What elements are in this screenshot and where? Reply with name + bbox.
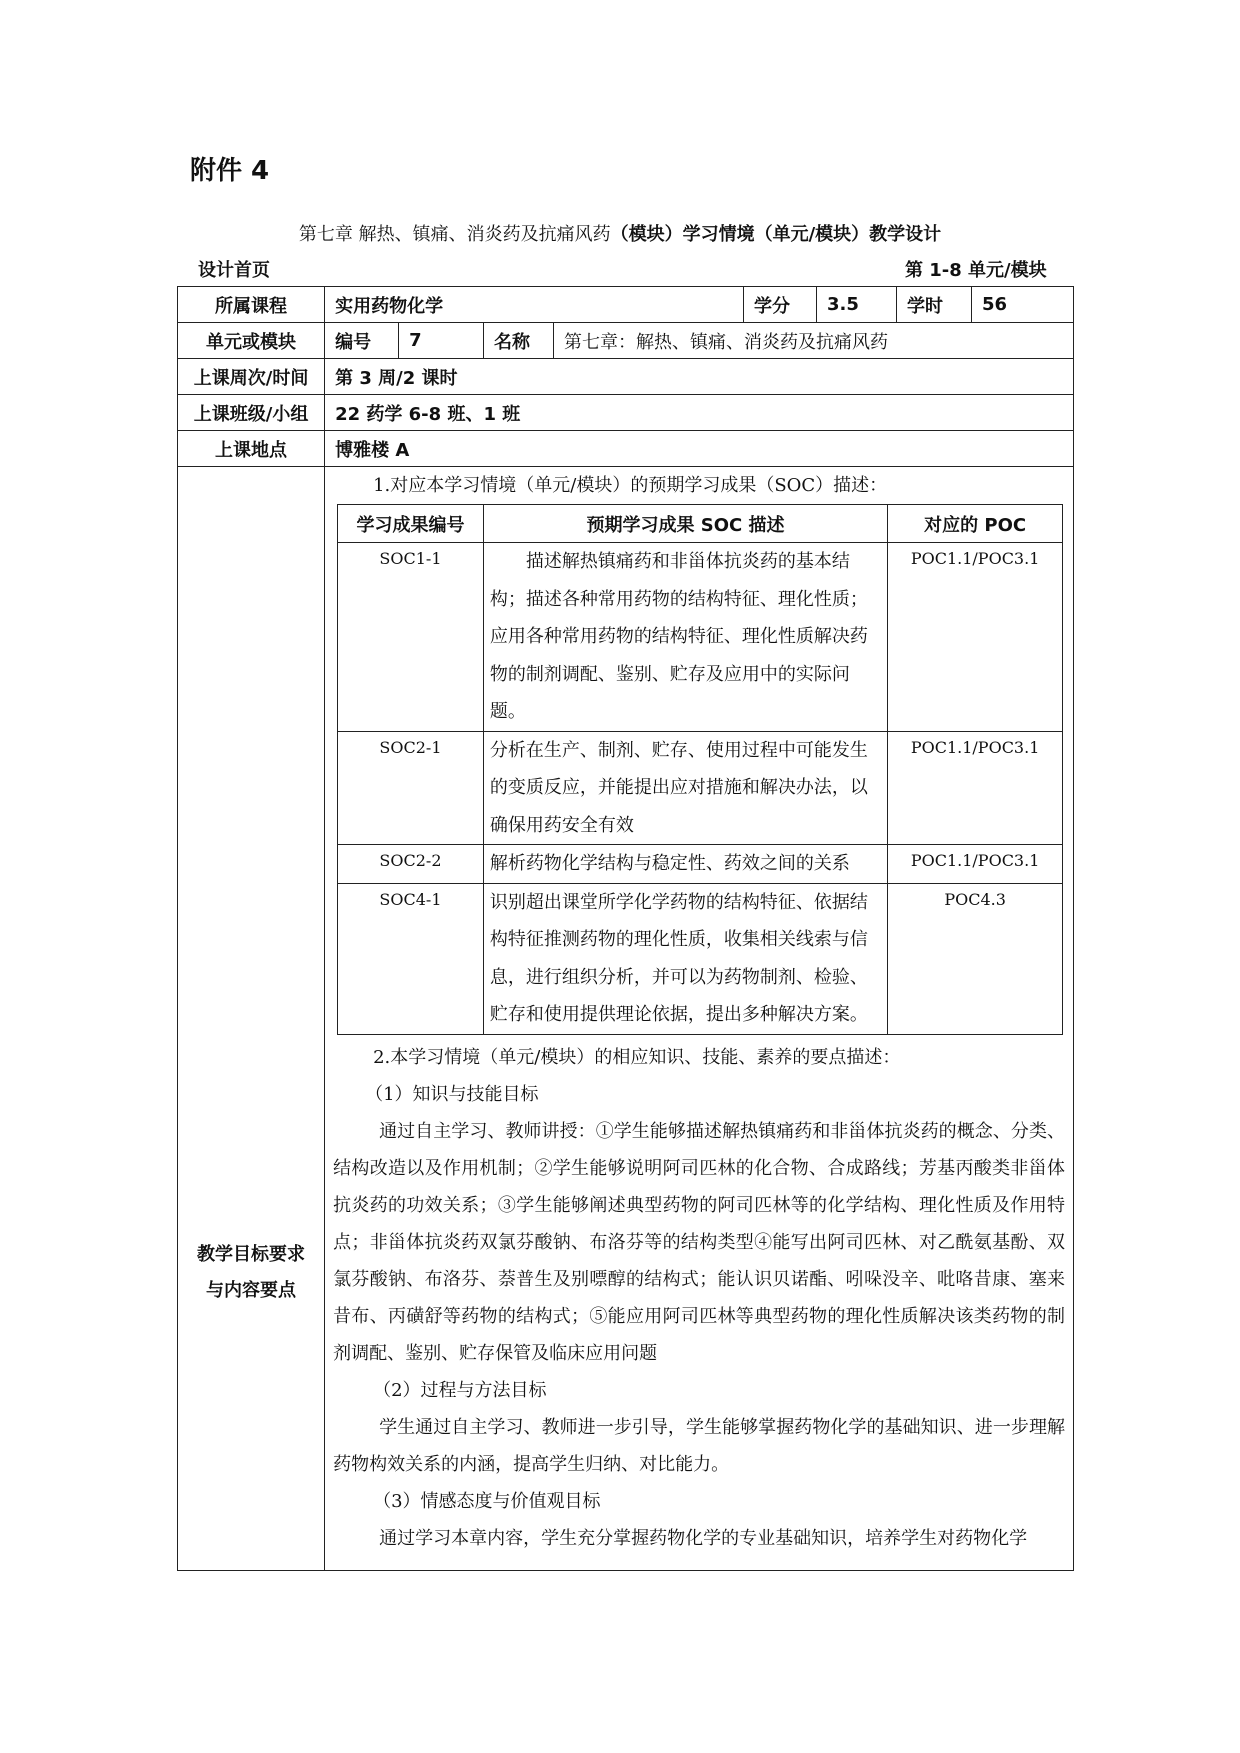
document-title-bold: （模块）学习情境（单元/模块）教学设计: [610, 224, 942, 245]
soc-poc: POC1.1/POC3.1: [888, 845, 1063, 884]
soc-desc: 解析药物化学结构与稳定性、药效之间的关系: [483, 845, 887, 884]
soc-desc: 描述解热镇痛药和非甾体抗炎药的基本结构；描述各种常用药物的结构特征、理化性质；应用各种常用药物的结构特征、理化性质解决药物的制剂调配、鉴别、贮存及应用中的实际问题。: [483, 543, 887, 732]
objectives-label: [178, 467, 325, 1571]
design-table: [177, 286, 1074, 1571]
soc-desc: 识别超出课堂所学化学药物的结构特征、依据结构特征推测药物的理化性质，收集相关线索与信息，进行组织分析，并可以为药物制剂、检验、贮存和使用提供理论依据，提出多种解决方案。: [483, 883, 887, 1034]
soc-header-row: [338, 505, 1063, 543]
sub3-text: 通过学习本章内容，学生充分掌握药物化学的专业基础知识，培养学生对药物化学: [379, 1527, 1028, 1549]
attachment-label: 附件 4: [190, 156, 270, 186]
sub3-title: （3）情感态度与价值观目标: [373, 1490, 601, 1512]
soc-code: SOC1-1: [338, 543, 484, 732]
hours-value: 56: [971, 287, 1073, 323]
objectives-label-line1: 教学目标要求: [197, 1243, 306, 1265]
soc-code: SOC2-2: [338, 845, 484, 884]
schedule-label: 上课周次/时间: [178, 359, 325, 395]
objectives-label-line2: 与内容要点: [206, 1279, 297, 1301]
course-label: 所属课程: [178, 287, 325, 323]
row-class: [178, 395, 1074, 431]
objectives-content: [325, 467, 1074, 1571]
credit-value: 3.5: [816, 287, 896, 323]
sub1-text: 通过自主学习、教师讲授：①学生能够描述解热镇痛药和非甾体抗炎药的概念、分类、结构改造以及作用机制；②学生能够说明阿司匹林的化合物、合成路线；芳基丙酸类非甾体抗炎药的功效关系；③学生能够阐述典型药物的阿司匹林等的化学结构、理化性质及作用特点；非甾体抗炎药双氯芬酸钠、布洛芬等的结构类型④能写出阿司匹林、对乙酰氨基酚、双氯芬酸钠、布洛芬、萘普生及别嘌醇的结构式；能认识贝诺酯、吲哚没辛、吡咯昔康、塞来昔布、丙磺舒等药物的结构式；⑤能应用阿司匹林等典型药物的理化性质解决该类药物的制剂调配、鉴别、贮存保管及临床应用问题: [333, 1120, 1065, 1364]
soc-header-code: 学习成果编号: [338, 505, 484, 543]
course-name: 实用药物化学: [325, 287, 744, 323]
header-left: 设计首页: [198, 260, 270, 281]
soc-header-desc: 预期学习成果 SOC 描述: [483, 505, 887, 543]
header-right: 第 1-8 单元/模块: [905, 260, 1047, 281]
document-title-chapter: 第七章 解热、镇痛、消炎药及抗痛风药: [298, 224, 611, 245]
location-label: 上课地点: [178, 431, 325, 467]
row-location: [178, 431, 1074, 467]
hours-label: 学时: [896, 287, 971, 323]
soc-row: [338, 845, 1063, 884]
class-label: 上课班级/小组: [178, 395, 325, 431]
unit-code: 7: [399, 323, 484, 359]
soc-poc: POC1.1/POC3.1: [888, 543, 1063, 732]
soc-row: [338, 883, 1063, 1034]
row-objectives: [178, 467, 1074, 1571]
soc-poc: POC4.3: [888, 883, 1063, 1034]
document-title: [0, 220, 1240, 246]
row-course: [178, 287, 1074, 323]
unit-label: 单元或模块: [178, 323, 325, 359]
soc-table: [337, 504, 1063, 1035]
unit-name: 第七章：解热、镇痛、消炎药及抗痛风药: [554, 323, 1074, 359]
soc-code: SOC2-1: [338, 731, 484, 845]
sub2-title: （2）过程与方法目标: [373, 1379, 547, 1401]
soc-row: [338, 731, 1063, 845]
soc-row: [338, 543, 1063, 732]
row-schedule: [178, 359, 1074, 395]
sub1-title: （1）知识与技能目标: [365, 1083, 539, 1105]
schedule-value: 第 3 周/2 课时: [325, 359, 1074, 395]
unit-code-label: 编号: [325, 323, 399, 359]
class-value: 22 药学 6-8 班、1 班: [325, 395, 1074, 431]
soc-code: SOC4-1: [338, 883, 484, 1034]
soc-intro: 1.对应本学习情境（单元/模块）的预期学习成果（SOC）描述：: [373, 475, 888, 496]
unit-name-label: 名称: [484, 323, 554, 359]
soc-poc: POC1.1/POC3.1: [888, 731, 1063, 845]
section2-heading: 2.本学习情境（单元/模块）的相应知识、技能、素养的要点描述：: [373, 1046, 901, 1068]
soc-desc: 分析在生产、制剂、贮存、使用过程中可能发生的变质反应，并能提出应对措施和解决办法，以确保用药安全有效: [483, 731, 887, 845]
soc-header-poc: 对应的 POC: [888, 505, 1063, 543]
location-value: 博雅楼 A: [325, 431, 1074, 467]
row-unit: [178, 323, 1074, 359]
sub2-text: 学生通过自主学习、教师进一步引导，学生能够掌握药物化学的基础知识、进一步理解药物构效关系的内涵，提高学生归纳、对比能力。: [333, 1416, 1065, 1475]
credit-label: 学分: [743, 287, 816, 323]
